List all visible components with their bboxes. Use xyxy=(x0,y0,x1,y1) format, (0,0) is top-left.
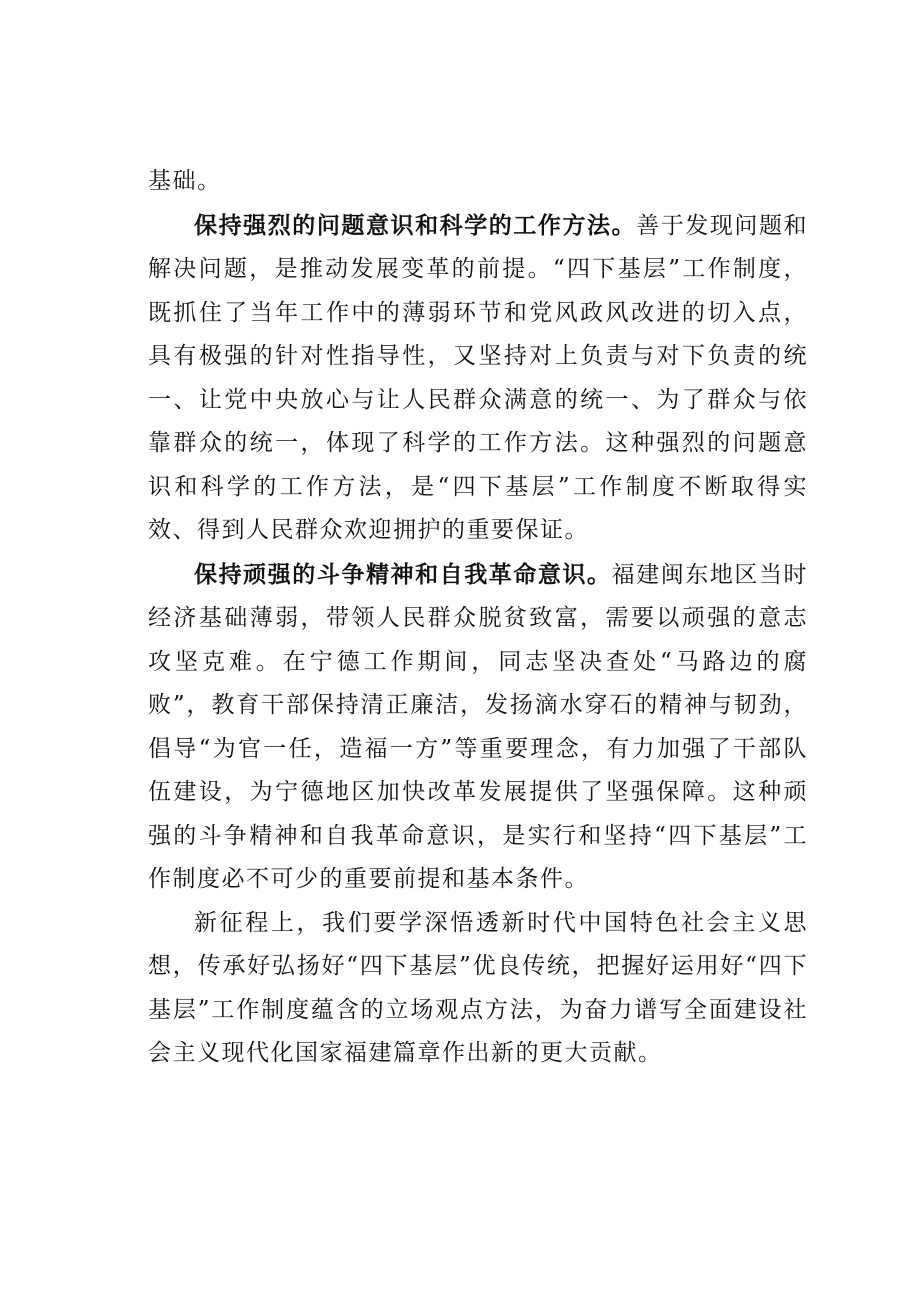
paragraph-heading: 保持强烈的问题意识和科学的工作方法。 xyxy=(194,211,637,239)
document-body xyxy=(148,160,808,1076)
paragraph-problem-awareness xyxy=(148,204,808,553)
paragraph-text: 福建闽东地区当时经济基础薄弱，带领人民群众脱贫致富，需要以顽强的意志攻坚克难。在宁德工作期间，同志坚决查处“马路边的腐败”，教育干部保持清正廉洁，发扬滴水穿石的精神与韧劲，倡导“为官一任，造福一方”等重要理念，有力加强了干部队伍建设，为宁德地区加快改革发展提供了坚强保障。这种顽强的斗争精神和自我革命意识，是实行和坚持“四下基层”工作制度必不可少的重要前提和基本条件。 xyxy=(148,561,808,892)
paragraph-text: 新征程上，我们要学深悟透新时代中国特色社会主义思想，传承好弘扬好“四下基层”优良传统，把握好运用好“四下基层”工作制度蕴含的立场观点方法，为奋力谱写全面建设社会主义现代化国家福建篇章作出新的更大贡献。 xyxy=(148,909,808,1066)
paragraph-continuation xyxy=(148,160,808,204)
paragraph-text: 基础。 xyxy=(148,168,222,194)
paragraph-struggle-spirit xyxy=(148,553,808,902)
paragraph-text: 善于发现问题和解决问题，是推动发展变革的前提。“四下基层”工作制度，既抓住了当年工作中的薄弱环节和党风政风改进的切入点，具有极强的针对性指导性，又坚持对上负责与对下负责的统一、让党中央放心与让人民群众满意的统一、为了群众与依靠群众的统一，体现了科学的工作方法。这种强烈的问题意识和科学的工作方法，是“四下基层”工作制度不断取得实效、得到人民群众欢迎拥护的重要保证。 xyxy=(148,212,808,543)
paragraph-new-journey xyxy=(148,902,808,1076)
paragraph-heading: 保持顽强的斗争精神和自我革命意识。 xyxy=(194,560,612,588)
